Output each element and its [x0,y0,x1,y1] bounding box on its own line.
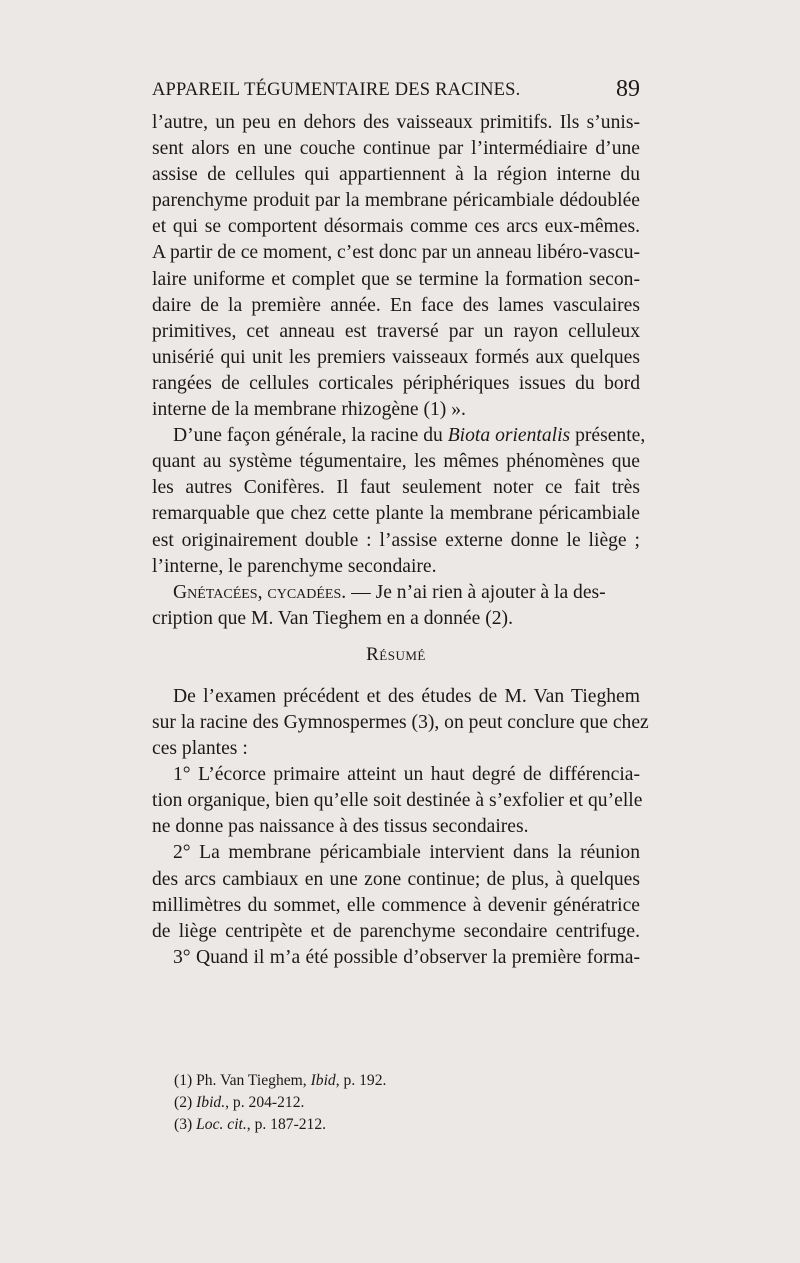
text-line: est originairement double : l’assise externe donne le liège ; [152,529,640,551]
text-line: parenchyme produit par la membrane péricambiale dédoublée [152,190,640,212]
footnote [174,1092,634,1114]
text-line: tion organique, bien qu’elle soit destinée à s’exfolier et qu’elle [152,790,643,812]
section-heading: Résumé [366,643,426,665]
text-line: sent alors en une couche continue par l’intermédiaire d’une [152,138,640,160]
page-number: 89 [616,76,640,102]
text-line: interne de la membrane rhizogène (1) ». [152,399,466,421]
text-line: 1° L’écorce primaire atteint un haut degré de différencia- [173,764,640,786]
text-line: assise de cellules qui appartiennent à la région interne du [152,164,640,186]
footnote-italic: Ibid. [196,1094,226,1111]
text-line: 3° Quand il m’a été possible d’observer la première forma- [173,946,640,968]
text-line: cription que M. Van Tieghem en a donnée (2). [152,607,513,629]
footnote [174,1070,634,1092]
text-line [152,423,646,449]
text-line: des arcs cambiaux en une zone continue; de plus, à quelques [152,868,640,890]
footnote [174,1114,634,1136]
footnote-text: , p. 187-212. [246,1116,327,1133]
body-text [152,110,649,971]
text-line: remarquable que chez cette plante la membrane péricambiale [152,503,640,525]
footnote-text: , p. 204-212. [225,1094,305,1111]
text-line-end: présente, [570,425,646,447]
footnotes [174,1070,634,1136]
text-line: les autres Conifères. Il faut seulement noter ce fait très [152,477,640,499]
footnote-italic: Ibid [310,1072,336,1089]
text-line: ne donne pas naissance à des tissus secondaires. [152,816,529,838]
species-name: Biota orientalis [447,425,571,447]
text-line: millimètres du sommet, elle commence à devenir génératrice [152,894,640,916]
text-line: de liège centripète et de parenchyme secondaire centrifuge. [152,920,640,942]
footnote-text: (2) [174,1094,197,1111]
running-title: APPAREIL TÉGUMENTAIRE DES RACINES. [152,80,521,100]
text-line: sur la racine des Gymnospermes (3), on peut conclure que chez [152,711,649,733]
text-line: unisérié qui unit les premiers vaisseaux formés aux quelques [152,346,640,368]
text-line: ces plantes : [152,738,248,760]
text-line: 2° La membrane péricambiale intervient dans la réunion [173,842,640,864]
text-line: laire uniforme et complet que se termine la formation secon- [152,268,640,290]
text-line: De l’examen précédent et des études de M. Van Tieghem [173,685,640,707]
footnote-text: (3) [174,1116,197,1133]
text-line: l’autre, un peu en dehors des vaisseaux primitifs. Ils s’unis- [152,112,640,133]
family-names: Gnétacées, cycadées. [173,581,347,603]
text-line: et qui se comportent désormais comme ces arcs eux-mêmes. [152,216,640,238]
text-line-start: D’une façon générale, la racine du [173,425,448,447]
text-line: primitives, cet anneau est traversé par un rayon celluleux [152,320,640,342]
text-line: rangées de cellules corticales périphériques issues du bord [152,372,640,394]
footnote-text: , p. 192. [335,1072,387,1089]
text-line-end: — Je n’ai rien à ajouter à la des- [346,581,606,603]
page-header [152,76,640,106]
footnote-text: (1) Ph. Van Tieghem, [174,1072,311,1089]
text-line: daire de la première année. En face des lames vasculaires [152,294,640,316]
text-line: quant au système tégumentaire, les mêmes phénomènes que [152,451,640,473]
text-line: l’interne, le parenchyme secondaire. [152,555,437,577]
text-line: A partir de ce moment, c’est donc par un anneau libéro-vascu- [152,242,641,264]
footnote-italic: Loc. cit. [196,1116,247,1133]
text-line [152,580,640,606]
